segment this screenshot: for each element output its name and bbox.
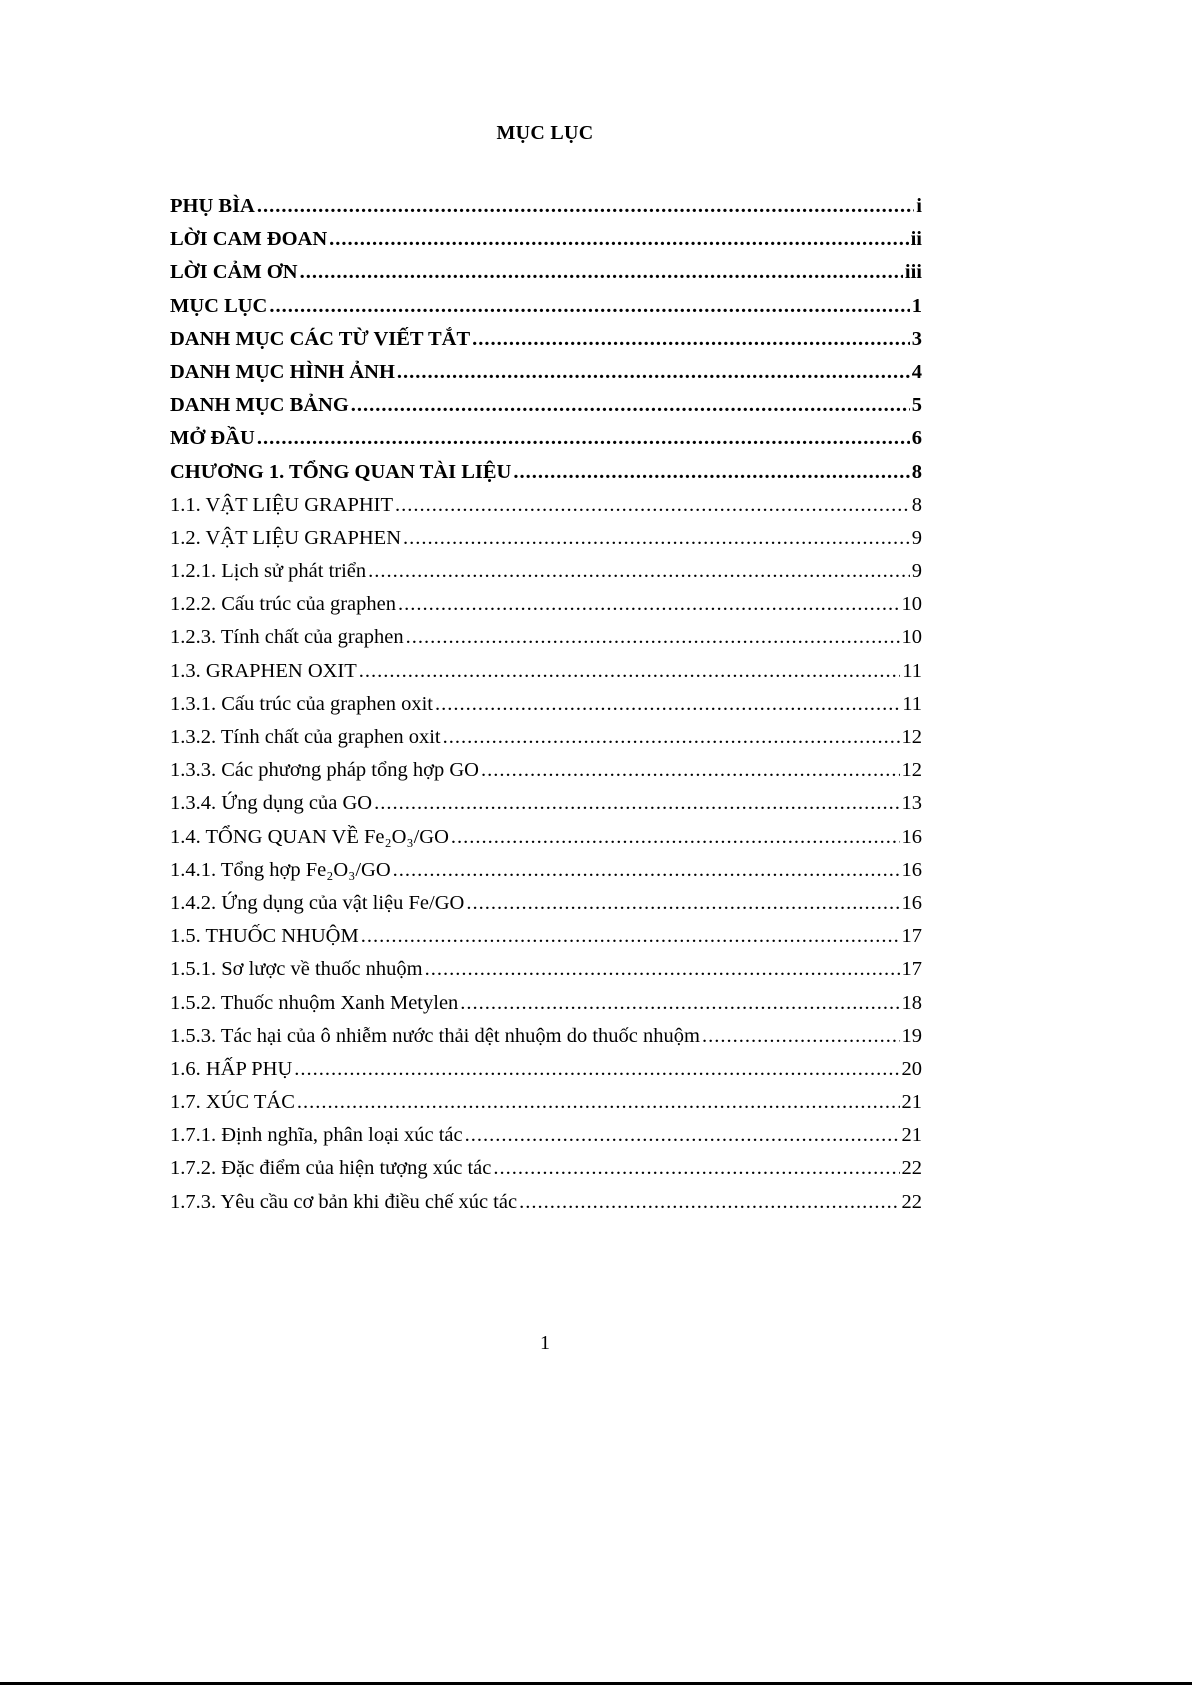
- toc-entry-page: 19: [901, 1024, 922, 1047]
- toc-entry-text: 1.6. HẤP PHỤ: [170, 1057, 293, 1080]
- toc-entry-page: 9: [911, 526, 922, 549]
- toc-entry-page: 10: [901, 593, 922, 616]
- toc-entry-page: 9: [911, 560, 922, 583]
- toc-entry-text: 1.5.2. Thuốc nhuộm Xanh Metylen: [170, 991, 459, 1014]
- toc-leader-dots: [329, 223, 908, 256]
- toc-entry[interactable]: [170, 953, 922, 986]
- toc-entry[interactable]: [170, 190, 922, 223]
- toc-leader-dots: [374, 787, 899, 820]
- toc-leader-dots: [406, 621, 900, 654]
- toc-entry[interactable]: [170, 256, 922, 289]
- toc-entry-text: 1.3.3. Các phương pháp tổng hợp GO: [170, 759, 479, 782]
- toc-entry[interactable]: [170, 1119, 922, 1152]
- toc-leader-dots: [472, 323, 910, 356]
- toc-entry-text: 1.3.1. Cấu trúc của graphen oxit: [170, 692, 434, 715]
- toc-entry-page: 17: [901, 958, 922, 981]
- toc-leader-dots: [460, 987, 899, 1020]
- toc-entry-page: 8: [911, 460, 922, 483]
- toc-entry-text: LỜI CẢM ƠN: [170, 261, 298, 284]
- toc-entry[interactable]: [170, 887, 922, 920]
- toc-entry-page: 22: [901, 1190, 922, 1213]
- toc-entry-text: 1.7. XÚC TÁC: [170, 1091, 295, 1114]
- toc-entry-text: 1.5.1. Sơ lược về thuốc nhuộm: [170, 958, 423, 981]
- toc-leader-dots: [398, 588, 900, 621]
- toc-entry[interactable]: [170, 223, 922, 256]
- toc-entry-page: iii: [904, 261, 922, 284]
- toc-entry[interactable]: [170, 721, 922, 754]
- toc-entry-text: 1.2.1. Lịch sử phát triển: [170, 560, 367, 583]
- toc-entry-page: 10: [901, 626, 922, 649]
- toc-entry-page: 17: [901, 925, 922, 948]
- toc-entry-page: i: [916, 195, 922, 217]
- toc-entry[interactable]: [170, 389, 922, 422]
- toc-entry-text: 1.4.1. Tổng hợp Fe₂O₃/GO: [170, 858, 391, 881]
- toc-entry-page: 21: [901, 1091, 922, 1114]
- toc-leader-dots: [435, 688, 900, 721]
- toc-leader-dots: [361, 920, 900, 953]
- toc-entry-text: PHỤ BÌA: [170, 195, 255, 217]
- toc-entry[interactable]: [170, 555, 922, 588]
- toc-entry[interactable]: [170, 821, 922, 854]
- toc-entry-page: 4: [911, 360, 922, 383]
- toc-entry[interactable]: [170, 920, 922, 953]
- toc-entry-page: 18: [901, 991, 922, 1014]
- toc-entry-page: 1: [911, 294, 922, 317]
- toc-entry[interactable]: [170, 422, 922, 455]
- toc-leader-dots: [397, 356, 910, 389]
- toc-leader-dots: [393, 854, 900, 887]
- toc-entry-text: 1.7.2. Đặc điểm của hiện tượng xúc tác: [170, 1157, 492, 1180]
- toc-entry-page: 16: [901, 891, 922, 914]
- toc-entry-page: 8: [911, 493, 922, 516]
- toc-entry[interactable]: [170, 987, 922, 1020]
- toc-entry[interactable]: [170, 290, 922, 323]
- toc-leader-dots: [493, 1152, 899, 1185]
- toc-entry[interactable]: [170, 854, 922, 887]
- toc-entry[interactable]: [170, 588, 922, 621]
- toc-entry-text: LỜI CAM ĐOAN: [170, 228, 328, 251]
- toc-entry-text: 1.2. VẬT LIỆU GRAPHEN: [170, 526, 402, 549]
- toc-leader-dots: [351, 389, 910, 422]
- toc-entry-text: DANH MỤC BẢNG: [170, 394, 349, 417]
- toc-leader-dots: [269, 290, 909, 323]
- toc-entry-page: 11: [902, 692, 922, 715]
- toc-entry-page: 21: [901, 1124, 922, 1147]
- toc-entry-text: MỞ ĐẦU: [170, 427, 255, 450]
- toc-entry-text: 1.7.3. Yêu cầu cơ bản khi điều chế xúc tác: [170, 1190, 518, 1213]
- toc-leader-dots: [481, 754, 900, 787]
- toc-entry-text: CHƯƠNG 1. TỔNG QUAN TÀI LIỆU: [170, 460, 512, 483]
- toc-leader-dots: [466, 887, 899, 920]
- table-of-contents: [170, 190, 922, 1219]
- toc-entry-text: 1.3.4. Ứng dụng của GO: [170, 792, 373, 815]
- toc-entry[interactable]: [170, 356, 922, 389]
- toc-entry[interactable]: [170, 1053, 922, 1086]
- toc-entry[interactable]: [170, 323, 922, 356]
- toc-leader-dots: [359, 655, 900, 688]
- toc-entry-text: 1.7.1. Định nghĩa, phân loại xúc tác: [170, 1124, 463, 1147]
- toc-leader-dots: [451, 821, 900, 854]
- toc-entry-page: 12: [901, 726, 922, 748]
- toc-leader-dots: [513, 456, 909, 489]
- toc-leader-dots: [465, 1119, 900, 1152]
- toc-entry[interactable]: [170, 1086, 922, 1119]
- toc-entry-page: 16: [901, 825, 922, 848]
- toc-entry-text: 1.2.2. Cấu trúc của graphen: [170, 593, 396, 616]
- toc-leader-dots: [403, 522, 910, 555]
- toc-entry-text: DANH MỤC HÌNH ẢNH: [170, 360, 395, 383]
- toc-entry[interactable]: [170, 1020, 922, 1053]
- page-title: MỤC LỤC: [496, 122, 594, 144]
- toc-leader-dots: [294, 1053, 899, 1086]
- toc-entry-text: MỤC LỤC: [170, 294, 268, 317]
- toc-entry-text: 1.4.2. Ứng dụng của vật liệu Fe/GO: [170, 891, 465, 914]
- toc-entry[interactable]: [170, 688, 922, 721]
- toc-entry-page: 6: [911, 427, 922, 450]
- toc-entry[interactable]: [170, 754, 922, 787]
- toc-entry-page: ii: [910, 228, 922, 251]
- toc-leader-dots: [702, 1020, 900, 1053]
- toc-entry-page: 5: [911, 394, 922, 417]
- toc-entry-page: 13: [901, 792, 922, 815]
- toc-leader-dots: [368, 555, 910, 588]
- toc-leader-dots: [395, 489, 910, 522]
- toc-entry-text: 1.2.3. Tính chất của graphen: [170, 626, 404, 649]
- toc-entry-page: 16: [901, 858, 922, 881]
- toc-entry[interactable]: [170, 1186, 922, 1219]
- toc-entry-page: 3: [911, 327, 922, 350]
- toc-leader-dots: [443, 721, 900, 754]
- toc-entry[interactable]: [170, 1152, 922, 1185]
- toc-leader-dots: [297, 1086, 900, 1119]
- toc-entry-page: 22: [901, 1157, 922, 1180]
- toc-entry-page: 20: [901, 1057, 922, 1080]
- toc-entry-text: 1.3.2. Tính chất của graphen oxit: [170, 726, 441, 748]
- toc-leader-dots: [300, 256, 903, 289]
- toc-entry[interactable]: [170, 787, 922, 820]
- toc-leader-dots: [519, 1186, 899, 1219]
- toc-entry[interactable]: [170, 522, 922, 555]
- toc-entry[interactable]: [170, 456, 922, 489]
- toc-entry-page: 11: [902, 659, 922, 682]
- toc-entry-text: 1.3. GRAPHEN OXIT: [170, 659, 357, 682]
- toc-entry[interactable]: [170, 621, 922, 654]
- toc-entry-text: DANH MỤC CÁC TỪ VIẾT TẮT: [170, 327, 471, 350]
- page-number: 1: [540, 1332, 550, 1354]
- toc-entry[interactable]: [170, 655, 922, 688]
- toc-leader-dots: [425, 953, 900, 986]
- toc-entry[interactable]: [170, 489, 922, 522]
- toc-entry-text: 1.5.3. Tác hại của ô nhiễm nước thải dệt nhuộm do thuốc nhuộm: [170, 1024, 700, 1047]
- toc-entry-text: 1.4. TỔNG QUAN VỀ Fe₂O₃/GO: [170, 825, 449, 848]
- toc-leader-dots: [257, 190, 914, 223]
- toc-leader-dots: [257, 422, 910, 455]
- toc-entry-text: 1.5. THUỐC NHUỘM: [170, 925, 359, 948]
- toc-entry-page: 12: [901, 759, 922, 782]
- toc-entry-text: 1.1. VẬT LIỆU GRAPHIT: [170, 493, 394, 516]
